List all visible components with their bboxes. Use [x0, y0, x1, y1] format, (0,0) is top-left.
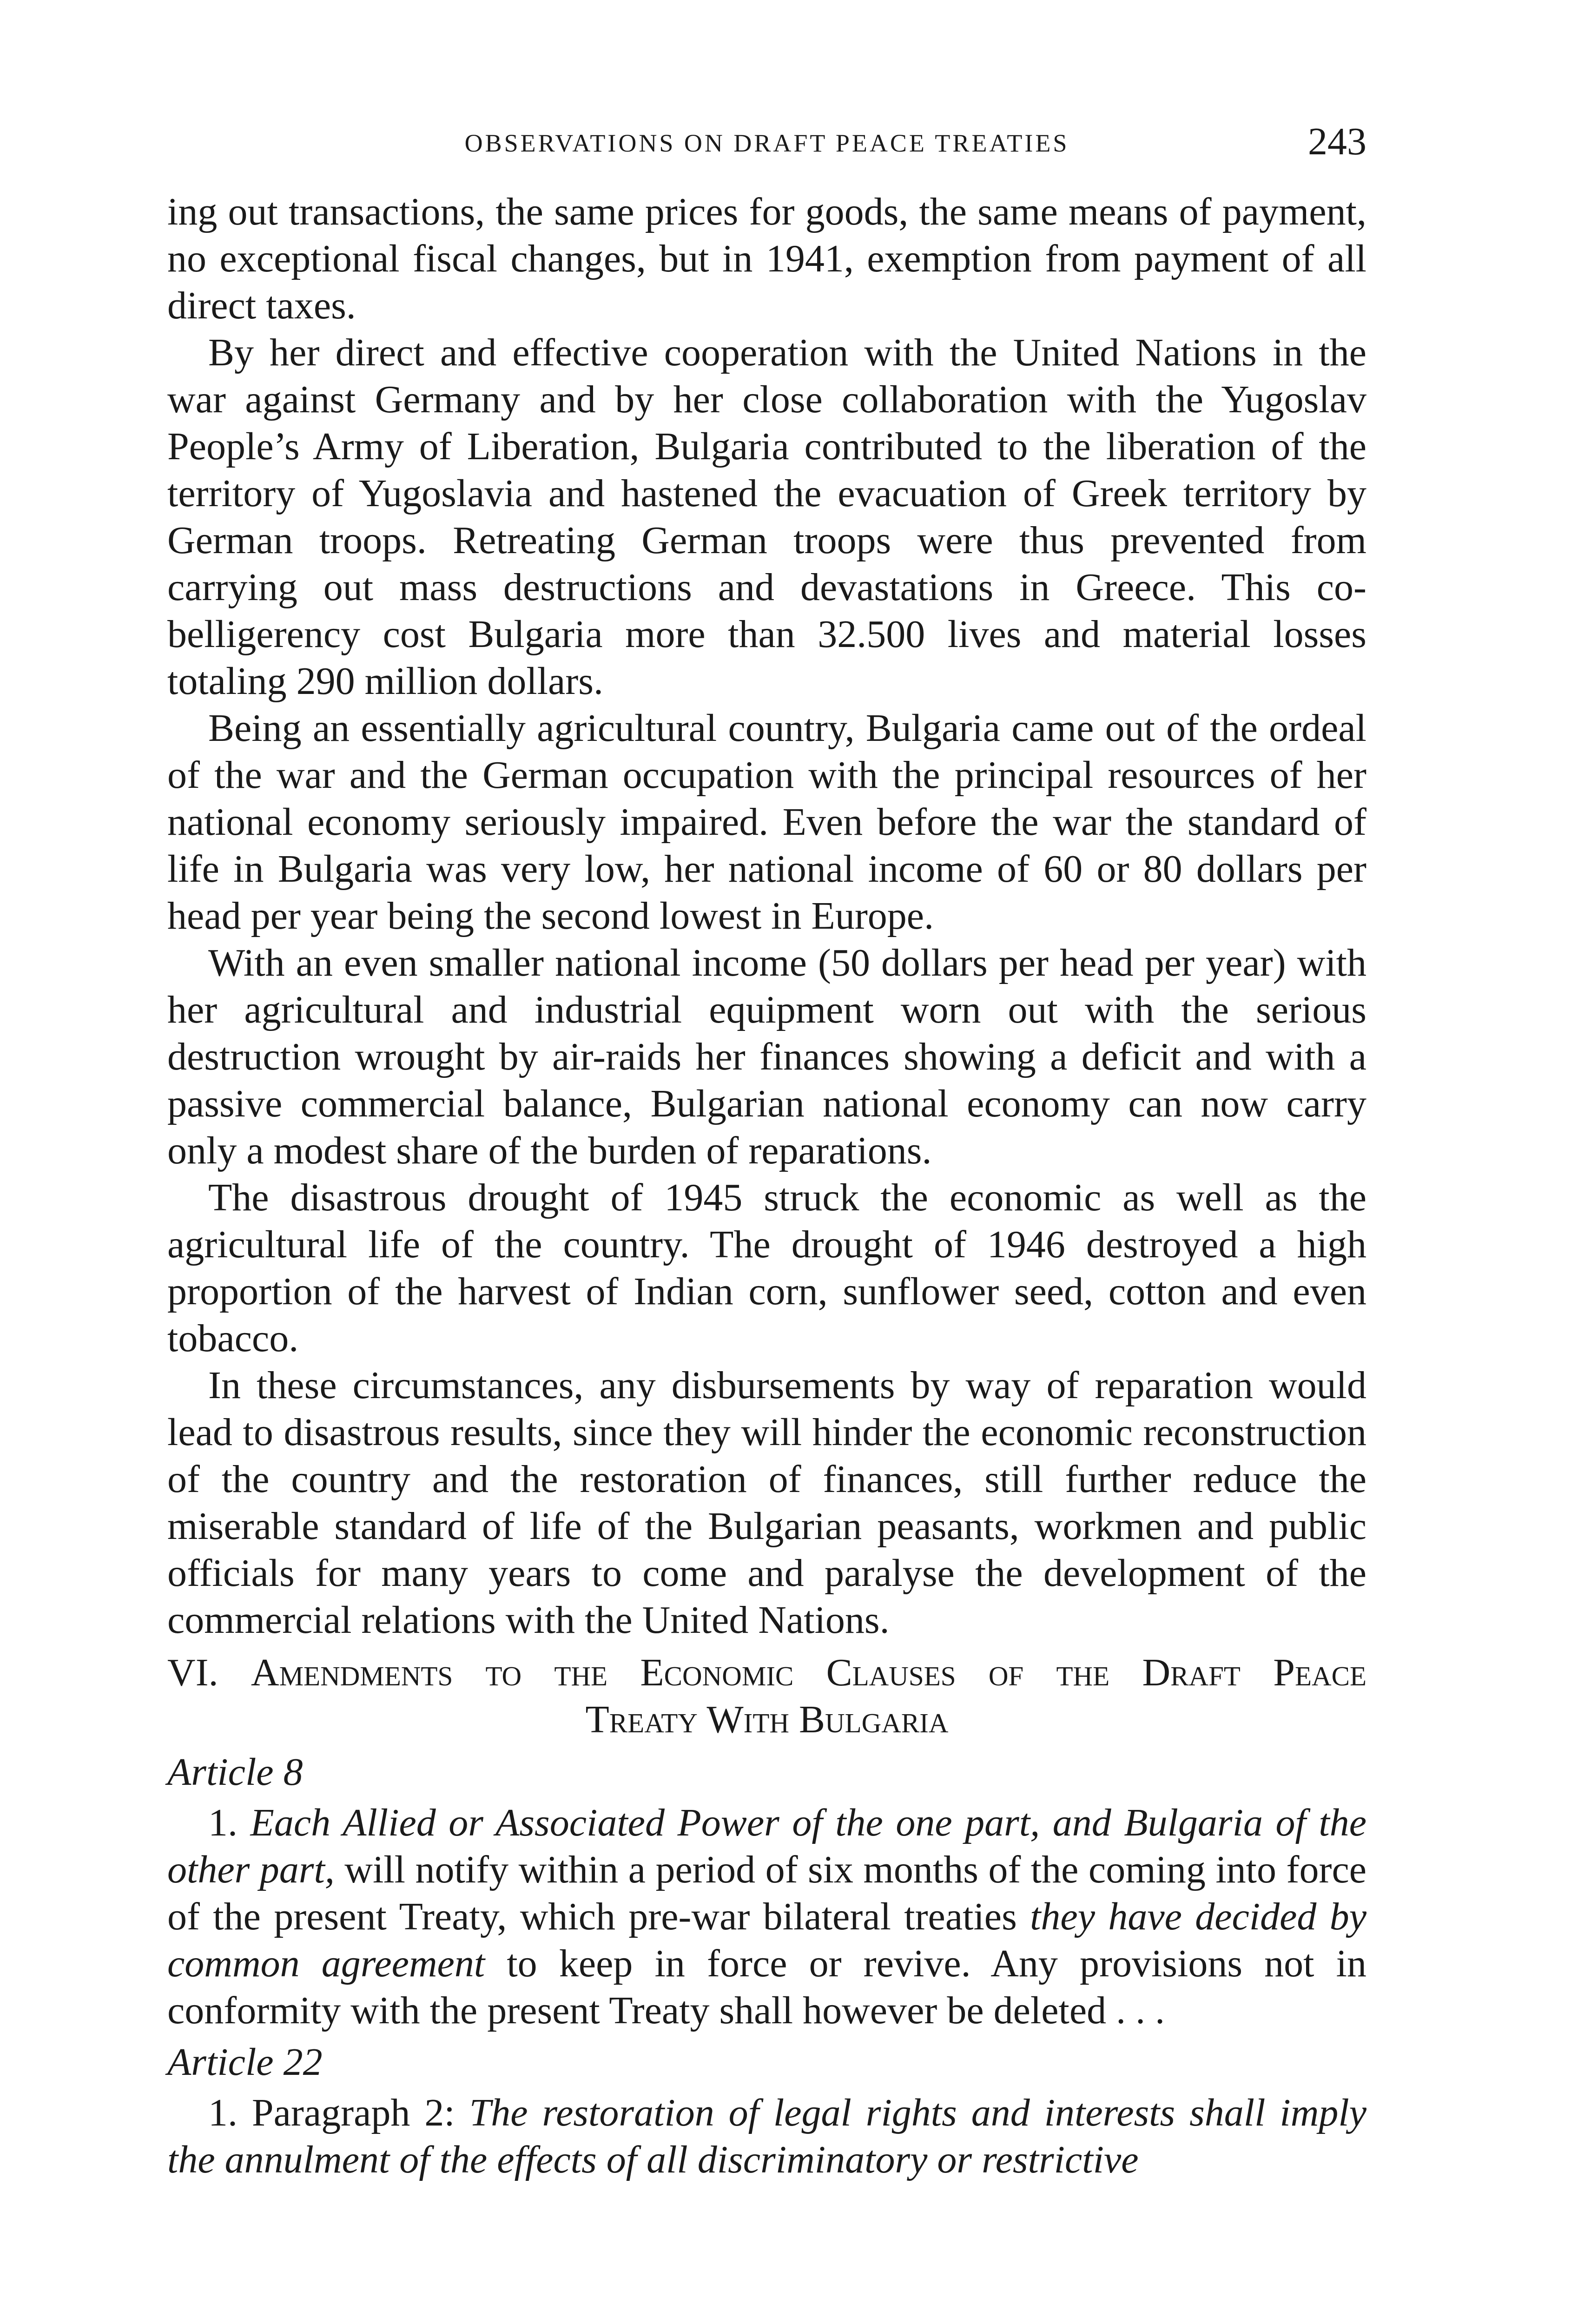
paragraph-circumstances: In these circumstances, any disbursements by way of reparation would lead to disastrous results, since they will hinder the economic reconstruction of the country and the restoration of finances, still further reduce the miserable standard of life of the Bulgarian peasants, workmen and public officials for many years to come and paralyse the development of the commercial relations with the United Nations.: [167, 1364, 1366, 1642]
article-8-paragraph: [167, 1799, 1366, 2034]
page-header: [167, 119, 1366, 174]
section-title-line-2: Treaty With Bulgaria: [585, 1698, 949, 1741]
running-title: OBSERVATIONS ON DRAFT PEACE TREATIES: [464, 129, 1069, 157]
section-title-line-1: Amendments to the Economic Clauses of the Draft Peace: [251, 1651, 1366, 1694]
paragraph-co-belligerency: By her direct and effective cooperation with the United Nations in the war against Germany and by her close collaboration with the Yugoslav People’s Army of Liberation, Bulgaria contributed to the liberation of the territory of Yugoslavia and hastened the evacuation of Greek territory by German troops. Retreating German troops were thus prevented from carrying out mass destructions and devastations in Greece. This co-belligerency cost Bulgaria more than 32.500 lives and material losses totaling 290 million dollars.: [167, 331, 1366, 703]
paragraph-agricultural-country: Being an essentially agricultural country, Bulgaria came out of the ordeal of the war and the German occupation with the principal resources of her national economy seriously impaired. Even before the war the standard of life in Bulgaria was very low, her national income of 60 or 80 dollars per head per year being the second lowest in Europe.: [167, 706, 1366, 938]
article-22-heading: Article 22: [167, 2040, 323, 2084]
article-22-italic-a: The restoration of legal rights and interests shall imply the annulment of the effects of all discriminatory or restrictive: [167, 2091, 1366, 2181]
article-8-text-b: will notify within a period of six months of the coming into force of the present Treaty, which pre-war bilateral treaties: [167, 1848, 1367, 1938]
page-body: [167, 188, 1366, 2183]
section-heading: [167, 1649, 1366, 1696]
article-22-number: 1. Paragraph 2:: [208, 2091, 469, 2134]
article-8-heading: Article 8: [167, 1750, 303, 1794]
article-8-number: 1.: [208, 1801, 251, 1844]
paragraph-continuation: ing out transactions, the same prices for goods, the same means of payment, no exceptional fiscal changes, but in 1941, exemption from payment of all direct taxes.: [167, 190, 1366, 327]
article-8-italic-a: Each Allied or Associated Power of the one part, and Bulgaria of the other part,: [167, 1801, 1366, 1891]
article-22-paragraph: [167, 2089, 1366, 2183]
section-number: VI.: [167, 1651, 218, 1694]
article-8-italic-c: they have decided by common agreement: [167, 1895, 1366, 1985]
paragraph-drought: The disastrous drought of 1945 struck the economic as well as the agricultural life of the country. The drought of 1946 destroyed a high proportion of the harvest of Indian corn, sunflower seed, cotton and even tobacco.: [167, 1176, 1366, 1360]
paragraph-national-income: With an even smaller national income (50 dollars per head per year) with her agricultural and industrial equipment worn out with the serious destruction wrought by air-raids her finances showing a deficit and with a passive commercial balance, Bulgarian national economy can now carry only a modest share of the burden of reparations.: [167, 941, 1366, 1172]
article-8-text-d: to keep in force or revive. Any provisions not in conformity with the present Treaty shall however be deleted . . .: [167, 1942, 1366, 2032]
page-number: 243: [1308, 120, 1366, 163]
